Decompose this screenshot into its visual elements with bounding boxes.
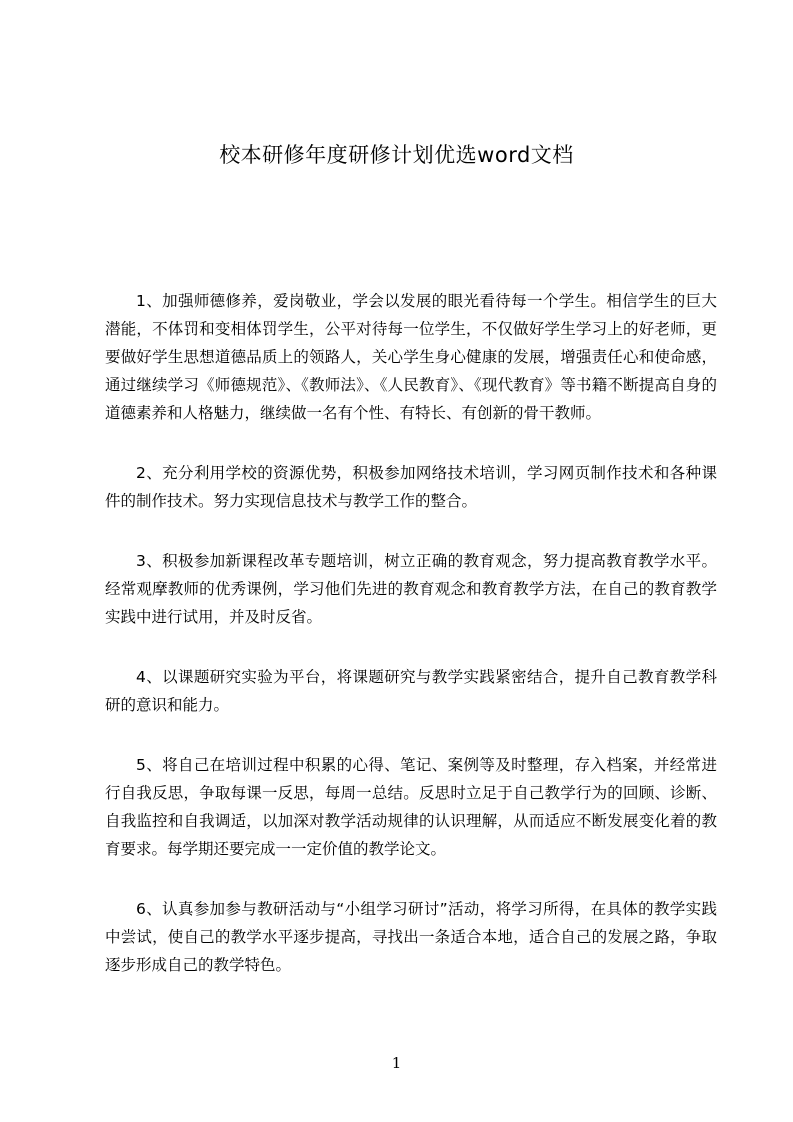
paragraph-5: 5、将自己在培训过程中积累的心得、笔记、案例等及时整理，存入档案，并经常进行自我反思，争取每课一反思，每周一总结。反思时立足于自己教学行为的回顾、诊断、自我监控和自我调适，以加深对教学活动规律的认识理解，从而适应不断发展变化着的教育要求。每学期还要完成一一定价值的教学论文。 [105,756,717,858]
paragraph-2: 2、充分利用学校的资源优势，积极参加网络技术培训，学习网页制作技术和各种课件的制作技术。努力实现信息技术与教学工作的整合。 [105,464,717,510]
paragraph-1: 1、加强师德修养，爱岗敬业，学会以发展的眼光看待每一个学生。相信学生的巨大潜能，不体罚和变相体罚学生，公平对待每一位学生，不仅做好学生学习上的好老师，更要做好学生思想道德品质上的领路人，关心学生身心健康的发展，增强责任心和使命感，通过继续学习《师德规范》、《教师法》、《人民教育》、《现代教育》等书籍不断提高自身的道德素养和人格魅力，继续做一名有个性、有特长、有创新的骨干教师。 [105,292,717,422]
document-body [105,287,717,1011]
paragraph-3: 3、积极参加新课程改革专题培训，树立正确的教育观念，努力提高教育教学水平。经常观摩教师的优秀课例，学习他们先进的教育观念和教育教学方法，在自己的教育教学实践中进行试用，并及时反省。 [105,552,717,626]
page-title: 校本研修年度研修计划优选word文档 [219,143,574,167]
page-number: 1 [391,1054,402,1072]
paragraph-4: 4、以课题研究实验为平台，将课题研究与教学实践紧密结合，提升自己教育教学科研的意识和能力。 [105,668,717,714]
paragraph-6: 6、认真参加参与教研活动与“小组学习研讨”活动，将学习所得，在具体的教学实践中尝试，使自己的教学水平逐步提高，寻找出一条适合本地，适合自己的发展之路，争取逐步形成自己的教学特色。 [105,900,717,974]
